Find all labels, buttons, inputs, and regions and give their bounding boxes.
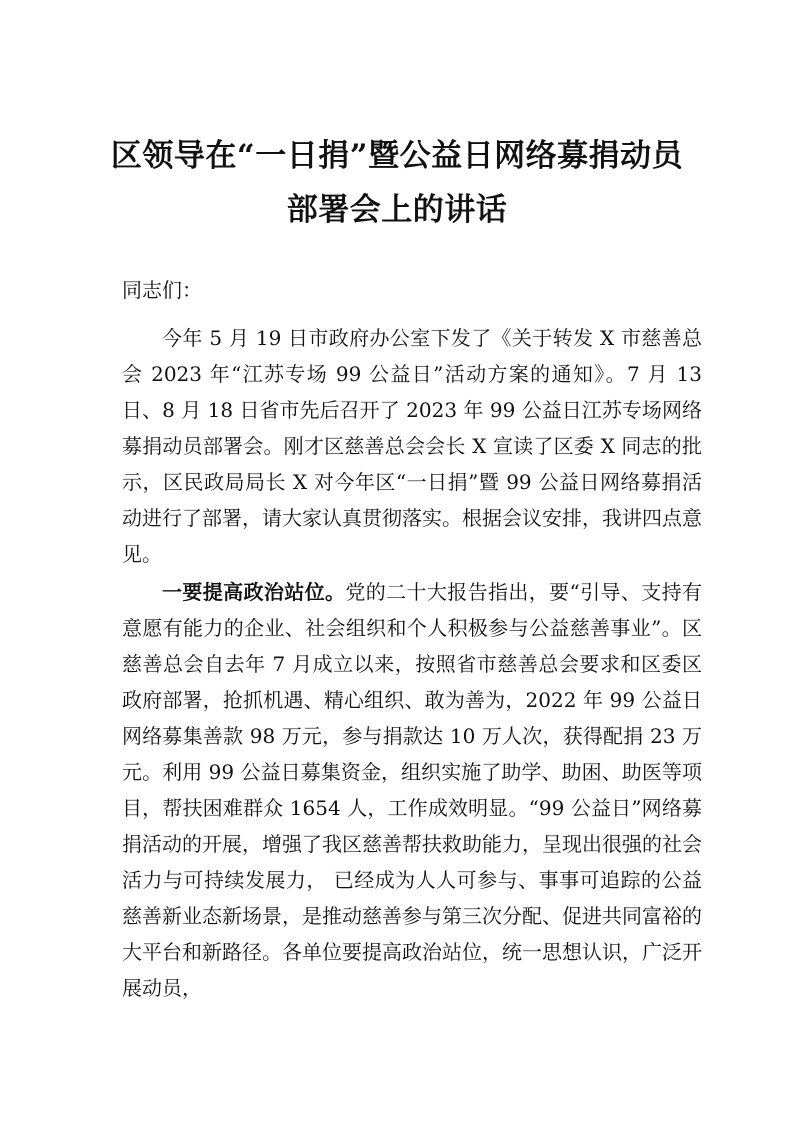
document-title-line-2: 部署会上的讲话: [286, 192, 508, 228]
paragraph-point-one-body: 党的二十大报告指出，要“引导、支持有意愿有能力的企业、社会组织和个人积极参与公益慈善事业”。区慈善总会自去年 7 月成立以来，按照省市慈善总会要求和区委区政府部署，抢抓机遇、精心组织、敢为善为，2022 年 99 公益日网络募集善款 98 万元，参与捐款达 10 万人次，获得配捐 23 万元。利用 99 公益日募集资金，组织实施了助学、助困、助医等项目，帮扶困难群众 1654 人，工作成效明显。“99 公益日”网络募捐活动的开展，增强了我区慈善帮扶救助能力，呈现出很强的社会活力与可持续发展力， 已经成为人人可参与、事事可追踪的公益慈善新业态新场景，是推动慈善参与第三次分配、促进共同富裕的大平台和新路径。各单位要提高政治站位，统一思想认识，广泛开展动员，: [122, 580, 703, 1000]
paragraph-intro: 今年 5 月 19 日市政府办公室下发了《关于转发 X 市慈善总会 2023 年“江苏专场 99 公益日”活动方案的通知》。7 月 13 日、8 月 18 日省市先后召开了 2023 年 99 公益日江苏专场网络募捐动员部署会。刚才区慈善总会会长 X 宣读了区委 X 同志的批示，区民政局局长 X 对今年区“一日捐”暨 99 公益日网络募捐活动进行了部署，请大家认真贯彻落实。根据会议安排，我讲四点意见。: [122, 326, 702, 566]
salutation: 同志们：: [122, 278, 202, 302]
paragraph-lead-heading: 一要提高政治站位。: [162, 580, 346, 604]
paragraph-point-one: [122, 574, 702, 1006]
document-title-line-1: 区领导在“一日捐”暨公益日网络募捐动员: [110, 138, 684, 174]
